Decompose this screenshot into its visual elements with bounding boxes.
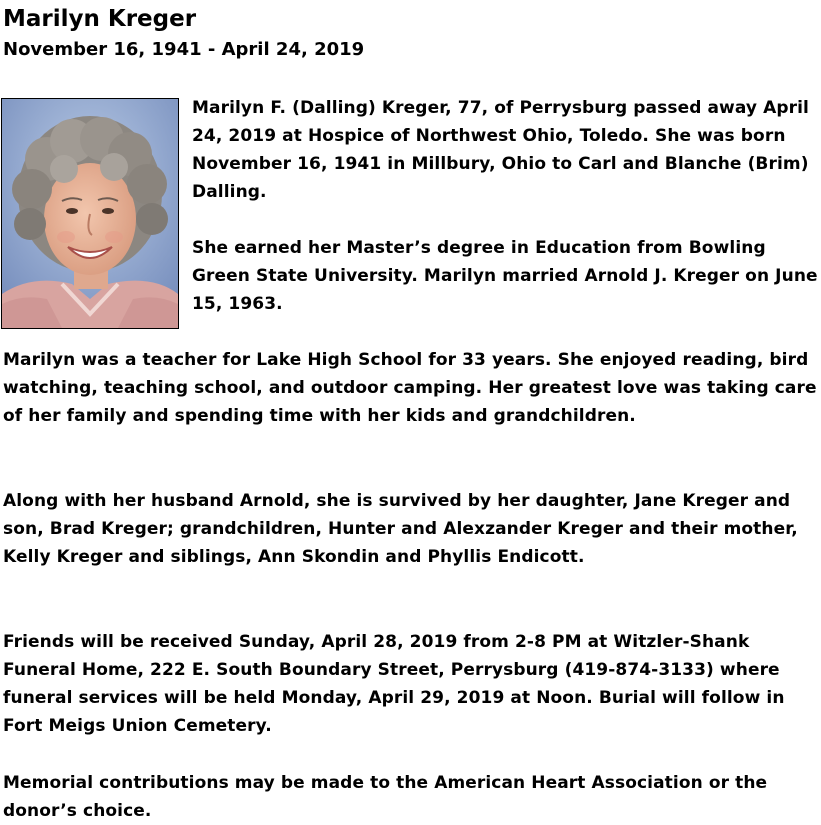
- deceased-name: Marilyn Kreger: [3, 6, 197, 32]
- paragraph-career-interests: Marilyn was a teacher for Lake High School for 33 years. She enjoyed reading, bird watching, teaching school, and outdoor camping. Her greatest love was taking care of her family and spending time with her kids and grandchildren.: [3, 350, 817, 426]
- portrait-illustration: [2, 99, 178, 328]
- life-dates: November 16, 1941 - April 24, 2019: [3, 39, 365, 60]
- paragraph-survivors: Along with her husband Arnold, she is survived by her daughter, Jane Kreger and son, Brad Kreger; grandchildren, Hunter and Alexzander Kreger and their mother, Kelly Kreger and siblings, Ann Skondin and Phyllis Endicott.: [3, 491, 798, 567]
- paragraph-services: Friends will be received Sunday, April 28, 2019 from 2-8 PM at Witzler-Shank Funeral Home, 222 E. South Boundary Street, Perrysburg (419-874-3133) where funeral services will be held Monday, April 29, 2019 at Noon. Burial will follow in Fort Meigs Union Cemetery.: [3, 632, 785, 736]
- paragraph-memorials: Memorial contributions may be made to the American Heart Association or the donor’s choice.: [3, 773, 768, 821]
- paragraph-education-marriage: She earned her Master’s degree in Education from Bowling Green State University. Marilyn married Arnold J. Kreger on June 15, 1963.: [192, 238, 818, 314]
- portrait-photo: [1, 98, 179, 329]
- paragraph-biography: Marilyn F. (Dalling) Kreger, 77, of Perrysburg passed away April 24, 2019 at Hospice of Northwest Ohio, Toledo. She was born November 16, 1941 in Millbury, Ohio to Carl and Blanche (Brim) Dalling.: [192, 98, 809, 202]
